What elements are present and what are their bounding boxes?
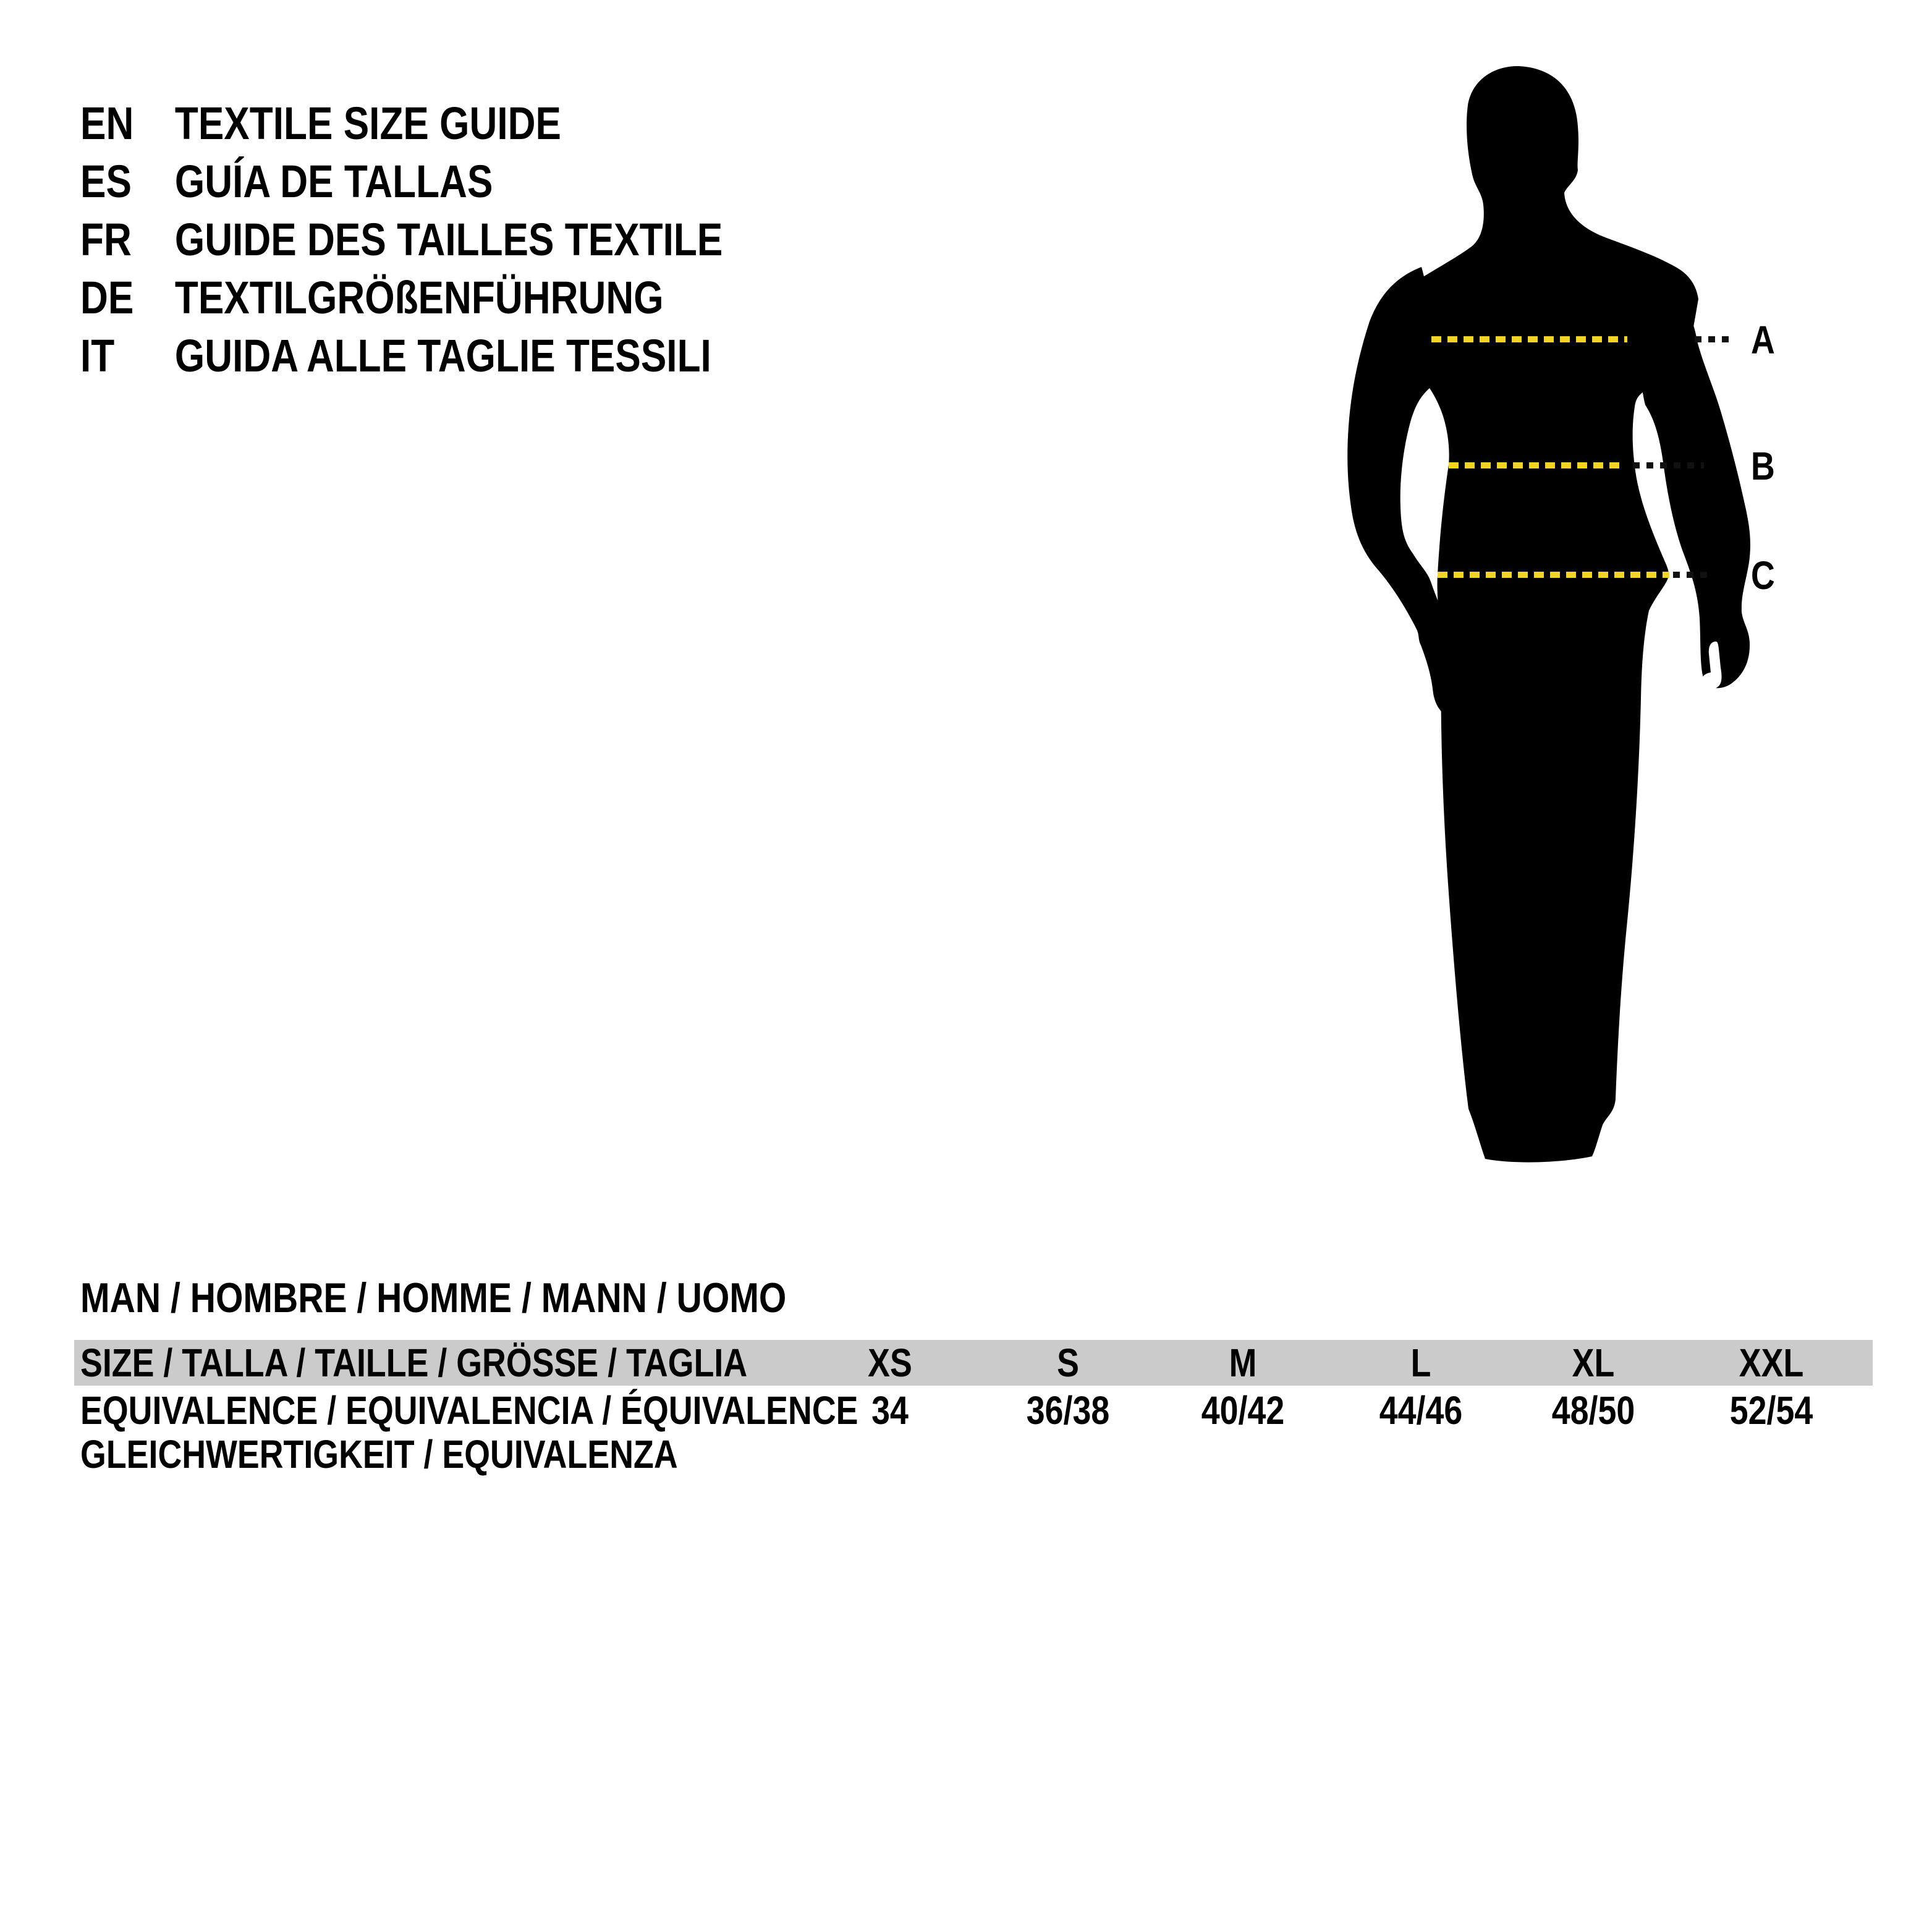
lang-code-it: IT <box>80 330 115 381</box>
size-col-m: M <box>1229 1341 1257 1385</box>
equivalence-label-line1: EQUIVALENCE / EQUIVALENCIA / ÉQUIVALENCE <box>80 1388 858 1433</box>
marker-label-c: C <box>1751 553 1775 598</box>
equiv-value-xxl: 52/54 <box>1729 1388 1813 1433</box>
marker-label-b: B <box>1751 443 1775 489</box>
size-header-label: SIZE / TALLA / TAILLE / GRÖSSE / TAGLIA <box>80 1341 748 1385</box>
section-title-man: MAN / HOMBRE / HOMME / MANN / UOMO <box>80 1274 787 1321</box>
lang-label-it: GUIDA ALLE TAGLIE TESSILI <box>174 330 711 381</box>
equiv-value-l: 44/46 <box>1379 1388 1463 1433</box>
lang-label-de: TEXTILGRÖßENFÜHRUNG <box>174 272 664 323</box>
size-col-xl: XL <box>1572 1341 1615 1385</box>
lang-code-fr: FR <box>80 214 132 265</box>
lang-code-en: EN <box>80 98 134 149</box>
equivalence-label-line2: GLEICHWERTIGKEIT / EQUIVALENZA <box>80 1432 678 1477</box>
man-silhouette-right-arm <box>1640 284 1751 688</box>
size-col-xs: XS <box>868 1341 912 1385</box>
equiv-value-xl: 48/50 <box>1551 1388 1635 1433</box>
lang-code-de: DE <box>80 272 134 323</box>
size-col-s: S <box>1057 1341 1079 1385</box>
size-col-xxl: XXL <box>1739 1341 1804 1385</box>
lang-code-es: ES <box>80 156 132 207</box>
lang-label-fr: GUIDE DES TAILLES TEXTILE <box>174 214 723 265</box>
marker-label-a: A <box>1751 317 1775 363</box>
size-col-l: L <box>1410 1341 1431 1385</box>
equiv-value-s: 36/38 <box>1026 1388 1110 1433</box>
lang-label-es: GUÍA DE TALLAS <box>174 156 493 207</box>
lang-label-en: TEXTILE SIZE GUIDE <box>174 98 562 149</box>
equiv-value-xs: 34 <box>871 1388 909 1433</box>
man-silhouette-body <box>1402 66 1698 1163</box>
equiv-value-m: 40/42 <box>1201 1388 1285 1433</box>
